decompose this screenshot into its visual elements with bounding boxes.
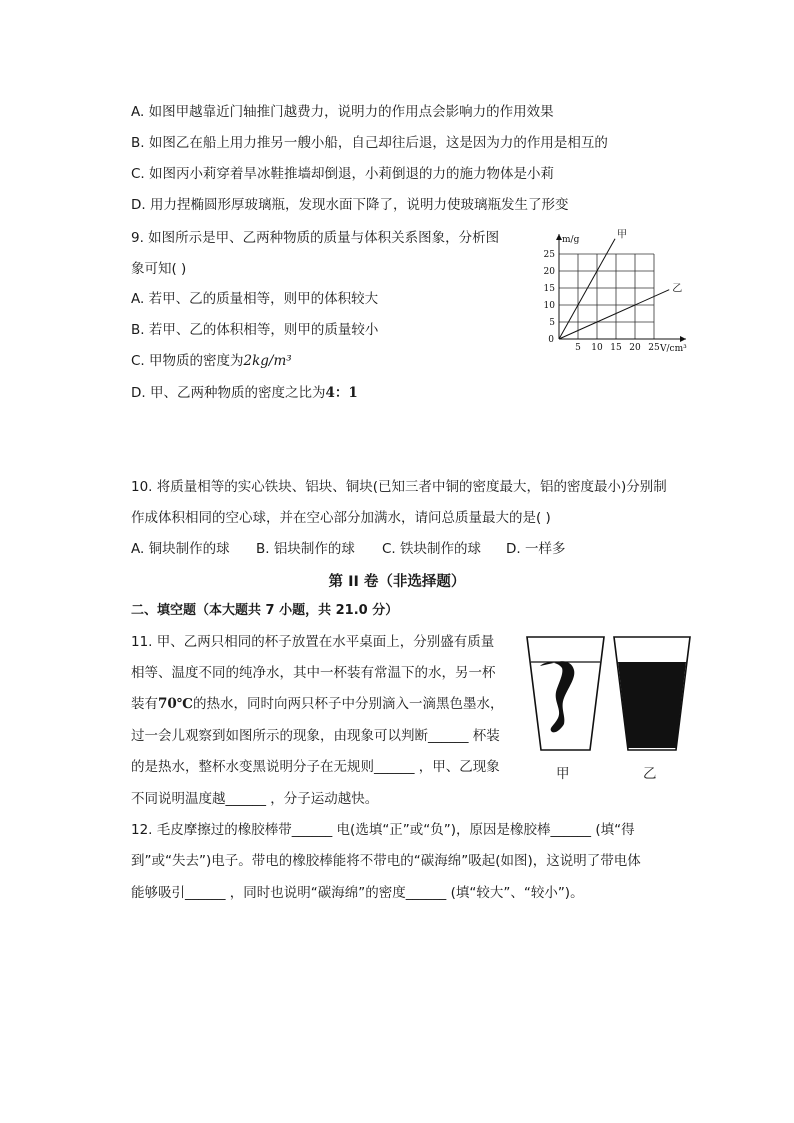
cup-right-black-water [618, 662, 686, 748]
q10-line2: 作成体积相同的空心球，并在空心部分加满水，请问总质量最大的是( ) [131, 510, 551, 526]
ink-cups-illustration [524, 632, 692, 782]
x-tick-label-10: 10 [591, 343, 603, 353]
q8-option-b: B. 如图乙在船上用力推另一艘小船，自己却往后退，这是因为力的作用是相互的 [131, 135, 608, 151]
q10-line1: 10. 将质量相等的实心铁块、铝块、铜块(已知三者中铜的密度最大，铝的密度最小)分别制 [131, 479, 667, 495]
cup-left-label: 甲 [556, 766, 570, 782]
q9-option-c-math: 2kg/m³ [243, 353, 292, 369]
q10-option-c: C. 铁块制作的球 [382, 541, 482, 557]
q11-temperature: 70℃ [158, 696, 193, 712]
series-label-jia: 甲 [617, 229, 628, 241]
q9-stem-line1: 9. 如图所示是甲、乙两种物质的质量与体积关系图象，分析图 [131, 230, 500, 246]
y-axis-label: m/g [562, 235, 580, 245]
cup-left [527, 637, 604, 750]
x-axis-label: V/cm³ [660, 344, 687, 354]
y-tick-label-15: 15 [543, 284, 555, 294]
q9-option-a: A. 若甲、乙的质量相等，则甲的体积较大 [131, 291, 379, 307]
q11-line3-b: 的热水，同时向两只杯子中分别滴入一滴黑色墨水， [192, 696, 504, 712]
origin-label: 0 [548, 335, 554, 345]
section-title: 第 II 卷（非选择题） [328, 574, 466, 590]
chart-series [559, 229, 682, 339]
q8-option-d: D. 用力捏椭圆形厚玻璃瓶，发现水面下降了，说明力使玻璃瓶发生了形变 [131, 197, 569, 213]
q9-option-d [131, 384, 358, 402]
q9-option-b: B. 若甲、乙的体积相等，则甲的质量较小 [131, 322, 379, 338]
q11-line5: 的是热水，整杯水变黑说明分子在无规则______ ，甲、乙现象 [131, 759, 500, 775]
q8-option-a: A. 如图甲越靠近门轴推门越费力，说明力的作用点会影响力的作用效果 [131, 104, 554, 120]
q10-option-d: D. 一样多 [506, 541, 566, 557]
cup-right [614, 637, 690, 750]
q10-option-b: B. 铝块制作的球 [256, 541, 355, 557]
series-label-yi: 乙 [672, 283, 683, 295]
x-tick-label-20: 20 [629, 343, 641, 353]
mass-volume-chart [536, 228, 706, 358]
q8-option-c: C. 如图丙小莉穿着旱冰鞋推墙却倒退，小莉倒退的力的施力物体是小莉 [131, 166, 555, 182]
x-axis-arrow [680, 336, 686, 342]
q11-line6: 不同说明温度越______ ，分子运动越快。 [131, 791, 379, 807]
q10-option-a: A. 铜块制作的球 [131, 541, 230, 557]
q11-line3-a: 装有 [131, 696, 158, 712]
q9-option-d-prefix: D. 甲、乙两种物质的密度之比为 [131, 385, 326, 401]
y-tick-label-25: 25 [543, 250, 555, 260]
ink-drop-trail [540, 661, 574, 732]
part-title: 二、填空题（本大题共 7 小题，共 21.0 分） [131, 603, 399, 618]
y-tick-label-10: 10 [543, 301, 555, 311]
x-tick-label-5: 5 [575, 343, 581, 353]
cup-right-label: 乙 [643, 766, 657, 782]
q12-line2: 到”或“失去”)电子。带电的橡胶棒能将不带电的“碳海绵”吸起(如图)，这说明了带电体 [131, 853, 641, 869]
q11-line1: 11. 甲、乙两只相同的杯子放置在水平桌面上，分别盛有质量 [131, 634, 495, 650]
q10-options [131, 540, 565, 558]
y-tick-label-20: 20 [543, 267, 555, 277]
q9-option-c-prefix: C. 甲物质的密度为 [131, 353, 244, 369]
chart-grid [559, 254, 654, 339]
y-tick-label-5: 5 [549, 318, 555, 328]
q11-line2: 相等、温度不同的纯净水，其中一杯装有常温下的水，另一杯 [131, 665, 496, 681]
q12-line1: 12. 毛皮摩擦过的橡胶棒带______ 电(选填“正”或“负”)，原因是橡胶棒______ (填“得 [131, 822, 635, 838]
x-tick-label-15: 15 [610, 343, 622, 353]
x-tick-label-25: 25 [648, 343, 660, 353]
q11-line3 [131, 695, 503, 713]
series-line-yi [559, 290, 669, 339]
q9-stem-line2: 象可知( ) [131, 261, 187, 277]
q9-option-d-ratio: 4：1 [325, 385, 358, 401]
q11-line4: 过一会儿观察到如图所示的现象，由现象可以判断______ 杯装 [131, 728, 500, 744]
q12-line3: 能够吸引______ ，同时也说明“碳海绵”的密度______ (填“较大”、“较小”)。 [131, 885, 584, 901]
chart-labels [562, 235, 687, 354]
q9-option-c [131, 352, 292, 370]
